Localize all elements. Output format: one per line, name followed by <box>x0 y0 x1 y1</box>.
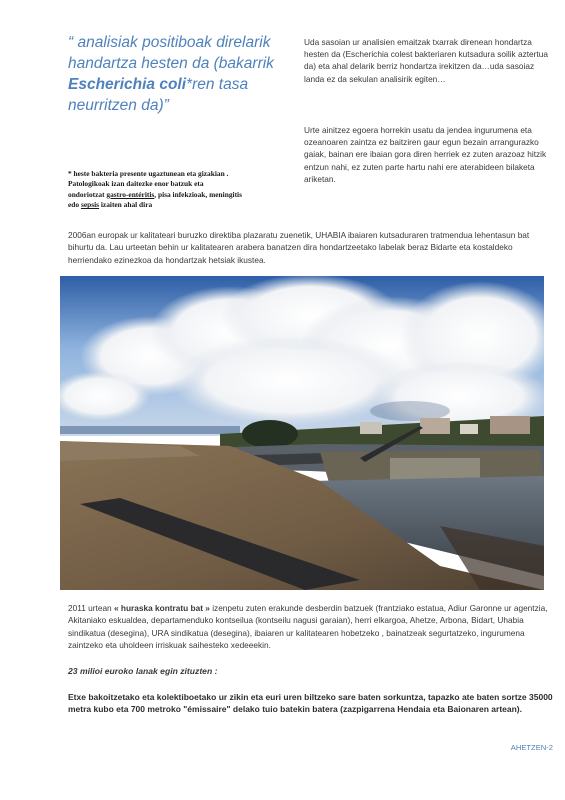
quote-line-4: neurritzen da)” <box>68 97 169 114</box>
quote-line-1: “ analisiak positiboak direlarik <box>68 34 271 51</box>
footnote-text-2: Patologikoak izan daitezke enor batzuk eta <box>68 179 204 189</box>
paragraph-2006: 2006an europak ur kalitateari buruzko direktiba plazaratu zuenetik, UHABIA ibaiaren kutsaduraren tratmendua lehentasun bat bihurtu da. Lau urteetan behin ur kalitatearen arabera banatzen dira hondartzeetako labelak beraz Bidarte eta kostaldeko herriendako ezinezkoa da hondartzak hetsiak ikustea. <box>68 230 530 265</box>
paragraph-2011-rest: izenpetu zuten erakunde desberdin batzuek (frantziako estatua, Adiur Garonne ur agentzia, Akitaniako eskualdea, departamenduko kontseilua (kontseilu nagusi garaian), herri elkargoa, Ahetze, Arbona, Bidart, Uhabia sindikatua (desegina), URA sindikatua (desegina), ibaiaren ur kalitatearen hobetzeko , bainatzeak segurtatzeko, ingurumena zaintzeko eta uholdeen irriskuak saihesteko xedeeekin. <box>68 603 548 650</box>
page-number: AHETZEN-2 <box>510 743 553 752</box>
quote-line-3-rest: *ren tasa <box>186 76 249 93</box>
sepsis-link[interactable]: sepsis <box>80 200 100 210</box>
quote-line-2: handartza hesten da (bakarrik <box>68 55 274 72</box>
footnote-text-6: izaiten ahal dira <box>99 200 153 210</box>
works-heading: 23 milioi euroko lanak egin zituzten : <box>68 666 218 676</box>
footnote-text-1: * heste bakteria presente ugaztunean eta gizakian . <box>68 169 229 178</box>
paragraph-2011-start: 2011 urtean <box>68 603 114 613</box>
river-photo <box>60 276 544 590</box>
gastro-enteritis-link[interactable]: gastro-entéritis <box>106 189 155 199</box>
works-paragraph: Etxe bakoitzetako eta kolektiboetako ur zikin eta euri uren biltzeko sare baten sorkuntza, tapazko ate baten sortze 35000 metra kubo eta 700 metroko "émissaire" delako tuio batekin batera (zazpigarrena Hendaia eta Baionaren artean). <box>68 692 553 715</box>
quote-species: Escherichia coli <box>68 76 187 93</box>
paragraph-2011 <box>68 602 552 651</box>
pull-quote <box>68 32 293 116</box>
contract-title: « huraska kontratu bat » <box>113 603 210 613</box>
right-paragraph-2: Urte ainitzez egoera horrekin usatu da jendea ingurumena eta ozeanoaren zaintza ez baitziren gaur egun bezain arrangurazko gaiak, bainan ere ibaian gora diren herriek ez zuten arazoaz hitzik entzun nahi, ez zuten parte hartu nahi ere aterabideen bilaketa ariketan. <box>304 125 547 184</box>
footnote-text-5: edo <box>68 200 81 210</box>
footnote-text-3: ondoriotzat <box>68 189 107 199</box>
footnote <box>68 169 283 211</box>
footnote-text-4: , pisa infekzioak, meningitis <box>154 189 242 199</box>
right-paragraph-1: Uda sasoian ur analisien emaitzak txarrak direnean hondartza hesten da (Escherichia colest bakteriaren kutsadura soilik aztertua da) eta ahal delarik berriz hondartza irekitzen da…uda sasoiaz landa ez da sekulan analisirik egiten… <box>304 37 548 84</box>
quote-line-3 <box>68 74 293 95</box>
